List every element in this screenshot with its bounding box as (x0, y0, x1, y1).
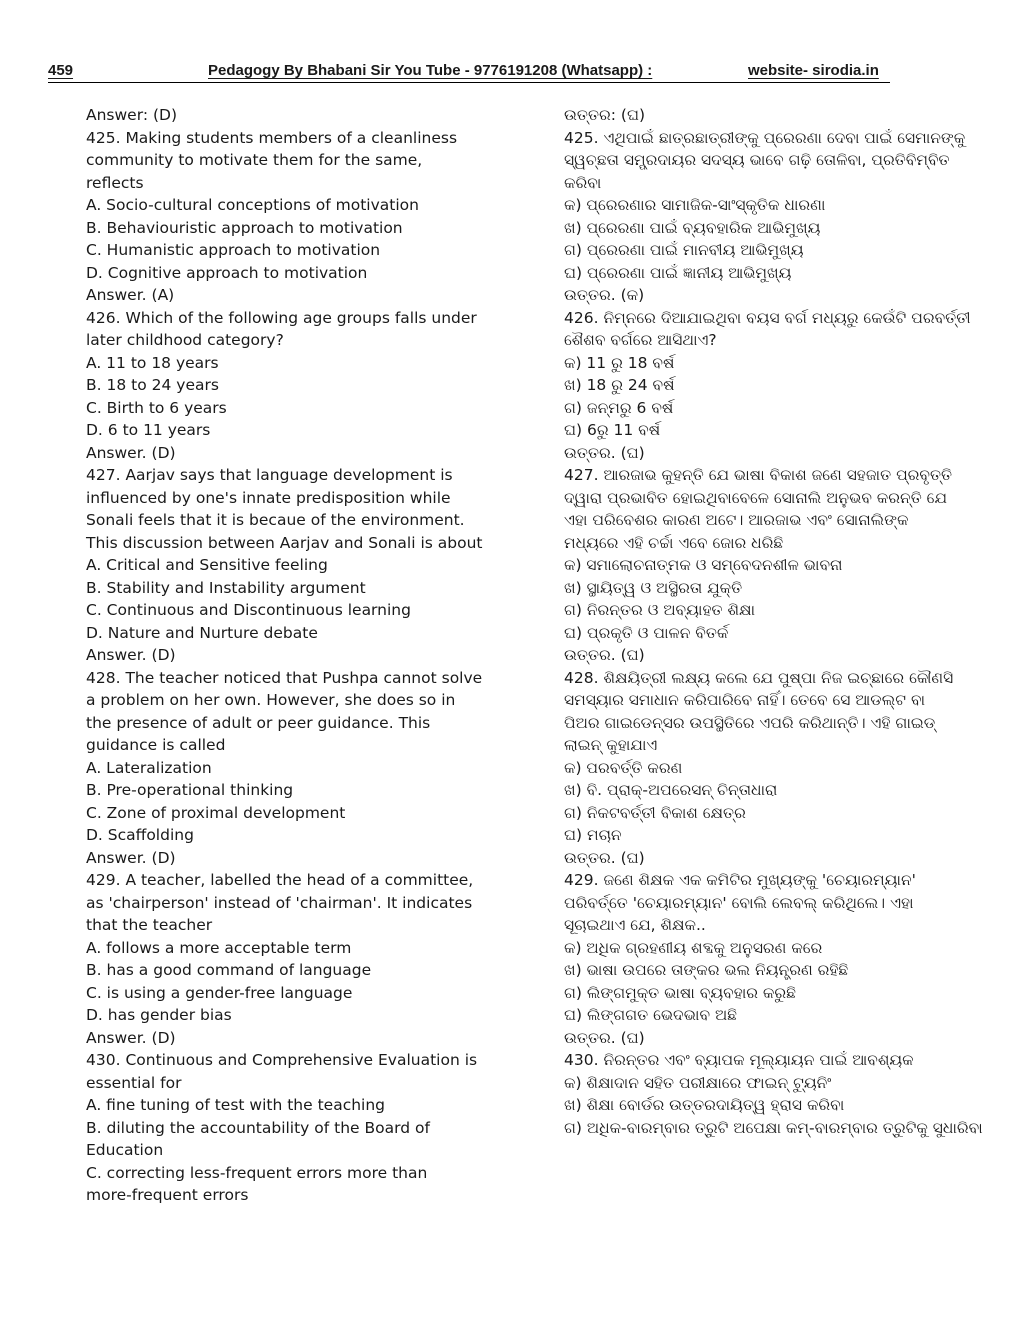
english-text-line: D. Scaffolding (86, 826, 194, 844)
odia-text-line: କରିବା (564, 173, 602, 192)
english-text-line: A. follows a more acceptable term (86, 938, 352, 957)
english-text-line: D. Cognitive approach to motivation (86, 263, 368, 282)
odia-text-line: ଏହା ପରିବେଶର କାରଣ ଅଟେ। ଆରଜାଭ ଏବଂ ସୋନାଲିଙ୍କ (564, 511, 909, 529)
odia-text-line: 430. ନିରନ୍ତର ଏବଂ ବ୍ୟାପକ ମୂଲ୍ୟାୟନ ପାଇଁ ଆବଶ୍ୟକ (564, 1051, 914, 1069)
english-text-line: B. Stability and Instability argument (86, 578, 366, 597)
header-website: website- sirodia.in (748, 62, 879, 79)
english-text-line: as 'chairperson' instead of 'chairman'. It indicates (86, 893, 473, 912)
page-number: 459 (48, 62, 74, 79)
english-text-line: B. has a good command of language (86, 961, 372, 979)
odia-text-line: ପରିବର୍ତ୍ତେ 'ଚେୟାରମ୍ୟାନ' ବୋଲି ଲେବଲ୍ କରିଥିଲେ। ଏହା (564, 893, 914, 912)
english-text-line: 426. Which of the following age groups falls under (86, 308, 477, 327)
english-text-line: guidance is called (86, 736, 226, 754)
english-text-line: Education (86, 1141, 164, 1159)
english-text-line: Answer: (D) (86, 106, 177, 124)
odia-text-line: ପିଅର ଗାଇଡେନ୍ସର ଉପସ୍ଥିତିରେ ଏପରି କରିଥାନ୍ତି। ଏହି ଗାଇଡ୍ (564, 713, 936, 732)
english-text-line: Answer. (D) (86, 443, 176, 462)
english-text-line: A. 11 to 18 years (86, 353, 219, 372)
english-text-line: later childhood category? (86, 331, 284, 349)
english-text-line: D. 6 to 11 years (86, 421, 211, 439)
english-text-line: 425. Making students members of a cleanliness (86, 128, 458, 147)
odia-text-line: କ) ଶିକ୍ଷାଦାନ ସହିତ ପରୀକ୍ଷାରେ ଫାଇନ୍ ଟ୍ୟୁନିଂ (564, 1073, 832, 1092)
odia-text-line: ଗ) ନିରନ୍ତର ଓ ଅବ୍ୟାହତ ଶିକ୍ଷା (564, 601, 756, 619)
english-text-line: 429. A teacher, labelled the head of a committee, (86, 871, 474, 889)
english-text-line: C. Humanistic approach to motivation (86, 241, 381, 259)
odia-text-line: ଘ) ମଚାନ (564, 826, 622, 844)
odia-text-line: ସମସ୍ୟାର ସମାଧାନ କରିପାରିବେ ନାହିଁ। ତେବେ ସେ ଆଡଲ୍ଟ ବା (564, 691, 926, 709)
odia-text-line: ଘ) ପ୍ରକୃତି ଓ ପାଳନ ବିତର୍କ (564, 623, 729, 642)
english-text-line: Answer. (D) (86, 848, 176, 867)
odia-text-line: ଉତ୍ତର. (ଘ) (564, 848, 645, 867)
english-text-line: C. correcting less-frequent errors more than (86, 1163, 428, 1182)
english-text-line: that the teacher (86, 916, 213, 934)
english-column (86, 104, 481, 1207)
english-text-line: Answer. (D) (86, 1028, 176, 1047)
odia-text-line: ଖ) ସ୍ଥାୟିତ୍ୱ ଓ ଅସ୍ଥିରତା ଯୁକ୍ତି (564, 578, 743, 597)
english-text-line: influenced by one's innate predisposition while (86, 488, 451, 507)
odia-text-line: ଖ) ଶିକ୍ଷା ବୋର୍ଡର ଉତ୍ତରଦାୟିତ୍ୱ ହ୍ରାସ କରିବା (564, 1096, 845, 1114)
odia-text-line: ଲାଇନ୍ କୁହାଯାଏ (564, 736, 658, 754)
odia-text-line: ଗ) ଲିଙ୍ଗମୁକ୍ତ ଭାଷା ବ୍ୟବହାର କରୁଛି (564, 983, 796, 1002)
english-text-line: D. Nature and Nurture debate (86, 623, 318, 642)
english-text-line: C. Zone of proximal development (86, 803, 346, 822)
odia-text-line: 427. ଆରଜାଭ କୁହନ୍ତି ଯେ ଭାଷା ବିକାଶ ଜଣେ ସହଜାତ ପ୍ରବୃତ୍ତି (564, 466, 953, 484)
odia-text-line: ଉତ୍ତର. (ଘ) (564, 646, 645, 664)
english-text-line: a problem on her own. However, she does so in (86, 691, 456, 709)
odia-text-line: ଘ) 6ରୁ 11 ବର୍ଷ (564, 421, 661, 439)
english-text-line: B. Behaviouristic approach to motivation (86, 218, 403, 237)
english-text-line: Answer. (A) (86, 286, 175, 304)
odia-text-line: କ) ସମାଲୋଚନାତ୍ମକ ଓ ସମ୍ବେଦନଶୀଳ ଭାବନା (564, 556, 843, 574)
odia-text-line: ଦ୍ୱାରା ପ୍ରଭାବିତ ହୋଇଥିବାବେଳେ ସୋନାଲି ଅନୁଭବ କରନ୍ତି ଯେ (564, 488, 947, 507)
odia-text-line: କ) 11 ରୁ 18 ବର୍ଷ (564, 353, 675, 372)
english-text-line: 427. Aarjav says that language development is (86, 466, 453, 484)
english-text-line: A. Critical and Sensitive feeling (86, 556, 328, 574)
odia-text-line: 426. ନିମ୍ନରେ ଦିଆଯାଇଥିବା ବୟସ ବର୍ଗ ମଧ୍ୟରୁ କେଉଁଟି ପରବର୍ତ୍ତୀ (564, 308, 971, 327)
odia-text-line: ଖ) ଭାଷା ଉପରେ ତାଙ୍କର ଭଲ ନିୟନ୍ତ୍ରଣ ରହିଛି (564, 961, 849, 979)
odia-text-line: 425. ଏଥିପାଇଁ ଛାତ୍ରଛାତ୍ରୀଙ୍କୁ ପ୍ରେରଣା ଦେବା ପାଇଁ ସେମାନଙ୍କୁ (564, 128, 966, 147)
english-text-line: C. is using a gender-free language (86, 983, 353, 1002)
odia-text-line: ଶୈଶବ ବର୍ଗରେ ଆସିଥାଏ? (564, 331, 717, 349)
english-text-line: essential for (86, 1073, 182, 1092)
english-text-line: 428. The teacher noticed that Pushpa cannot solve (86, 668, 483, 687)
english-text-line: A. Socio-cultural conceptions of motivation (86, 196, 419, 214)
english-text-line: the presence of adult or peer guidance. This (86, 713, 431, 732)
odia-text-line: ଉତ୍ତର. (ଘ) (564, 443, 645, 462)
english-text-line: A. Lateralization (86, 758, 212, 777)
odia-text-line: କ) ପ୍ରେରଣାର ସାମାଜିକ-ସାଂସ୍କୃତିକ ଧାରଣା (564, 196, 826, 214)
odia-text-line: ଗ) ଜନ୍ମରୁ 6 ବର୍ଷ (564, 398, 674, 417)
odia-text-line: ମଧ୍ୟରେ ଏହି ଚର୍ଚ୍ଚା ଏବେ ଜୋର ଧରିଛି (564, 533, 784, 552)
odia-text-line: ସ୍ୱଚ୍ଛତା ସମ୍ପ୍ରଦାୟର ସଦସ୍ୟ ଭାବେ ଗଢ଼ି ତୋଳିବା, ପ୍ରତିବିମ୍ବିତ (564, 151, 950, 169)
odia-text-line: ଗ) ଅଧିକ-ବାରମ୍ବାର ତ୍ରୁଟି ଅପେକ୍ଷା କମ୍-ବାରମ୍ବାର ତ୍ରୁଟିକୁ ସୁଧାରିବା (564, 1118, 983, 1137)
odia-text-line: 429. ଜଣେ ଶିକ୍ଷକ ଏକ କମିଟିର ମୁଖ୍ୟଙ୍କୁ 'ଚେୟାରମ୍ୟାନ' (564, 871, 916, 889)
page-header (48, 60, 890, 83)
odia-text-line: 428. ଶିକ୍ଷୟିତ୍ରୀ ଲକ୍ଷ୍ୟ କଲେ ଯେ ପୁଷ୍ପା ନିଜ ଇଚ୍ଛାରେ କୌଣସି (564, 668, 954, 687)
english-text-line: C. Continuous and Discontinuous learning (86, 601, 411, 619)
english-text-line: B. 18 to 24 years (86, 376, 219, 394)
english-text-line: community to motivate them for the same, (86, 151, 423, 169)
english-text-line: C. Birth to 6 years (86, 398, 227, 417)
english-text-line: 430. Continuous and Comprehensive Evaluation is (86, 1051, 478, 1069)
english-text-line: B. diluting the accountability of the Board of (86, 1118, 430, 1137)
odia-text-line: ସୂଚାଇଥାଏ ଯେ, ଶିକ୍ଷକ.. (564, 916, 706, 934)
odia-text-line: ଉତ୍ତର. (ଘ) (564, 1028, 645, 1047)
english-text-line: Sonali feels that it is becaue of the environment. (86, 511, 465, 529)
odia-text-line: କ) ପରବର୍ତ୍ତି କରଣ (564, 758, 683, 777)
odia-text-line: ଉତ୍ତର. (କ) (564, 286, 645, 304)
header-title: Pedagogy By Bhabani Sir You Tube - 9776191208 (Whatsapp) : (208, 62, 653, 79)
english-text-line: B. Pre-operational thinking (86, 781, 294, 799)
odia-text-line: ଖ) ପ୍ରେରଣା ପାଇଁ ବ୍ୟବହାରିକ ଆଭିମୁଖ୍ୟ (564, 218, 821, 237)
odia-text-line: ଗ) ନିକଟବର୍ତ୍ତୀ ବିକାଶ କ୍ଷେତ୍ର (564, 803, 746, 822)
english-text-line: This discussion between Aarjav and Sonali is about (86, 533, 483, 552)
english-text-line: A. fine tuning of test with the teaching (86, 1096, 386, 1114)
odia-text-line: ଖ) ବି. ପ୍ରାକ୍-ଅପରେସନ୍ ଚିନ୍ତାଧାରା (564, 781, 778, 799)
english-text-line: reflects (86, 173, 144, 192)
odia-text-line: ଖ) 18 ରୁ 24 ବର୍ଷ (564, 376, 675, 394)
english-text-line: more-frequent errors (86, 1186, 249, 1204)
odia-text-line: ଘ) ପ୍ରେରଣା ପାଇଁ ଜ୍ଞାନୀୟ ଆଭିମୁଖ୍ୟ (564, 263, 792, 282)
odia-text-line: ଉତ୍ତର: (ଘ) (564, 106, 646, 124)
odia-column (564, 104, 983, 1139)
odia-text-line: କ) ଅଧିକ ଗ୍ରହଣୀୟ ଶବ୍ଦକୁ ଅନୁସରଣ କରେ (564, 938, 823, 957)
english-text-line: D. has gender bias (86, 1006, 232, 1024)
odia-text-line: ଗ) ପ୍ରେରଣା ପାଇଁ ମାନବୀୟ ଆଭିମୁଖ୍ୟ (564, 241, 804, 259)
english-text-line: Answer. (D) (86, 646, 176, 664)
odia-text-line: ଘ) ଲିଙ୍ଗଗତ ଭେଦଭାବ ଅଛି (564, 1006, 738, 1024)
